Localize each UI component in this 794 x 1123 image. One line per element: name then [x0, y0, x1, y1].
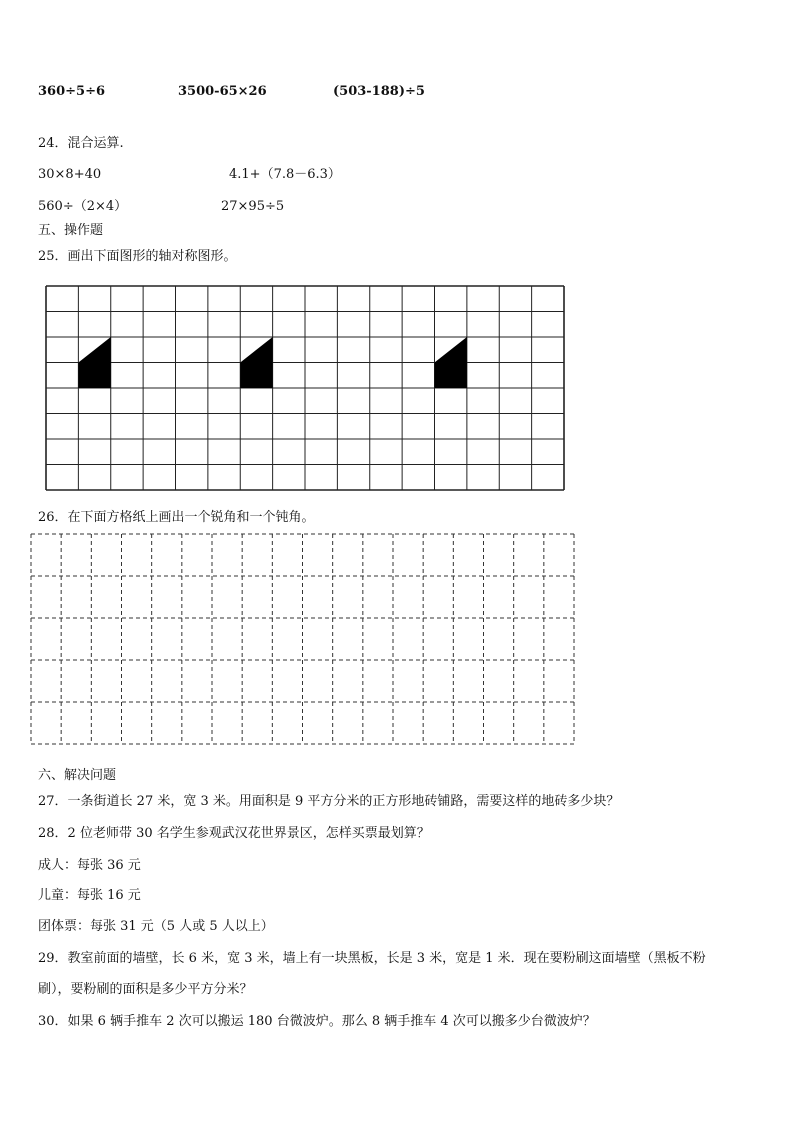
question-25-title: 25．画出下面图形的轴对称图形。	[38, 249, 237, 264]
expression-1: 360÷5÷6	[38, 84, 106, 99]
question-30: 30．如果 6 辆手推车 2 次可以搬运 180 台微波炉。那么 8 辆手推车 4 次可以搬多少台微波炉？	[38, 1014, 596, 1029]
question-29-line-2: 刷），要粉刷的面积是多少平方分米？	[38, 982, 253, 997]
section-6-heading: 六、解决问题	[38, 768, 117, 783]
question-26-title: 26．在下面方格纸上画出一个锐角和一个钝角。	[38, 510, 315, 525]
child-ticket-price: 儿童：每张 16 元	[38, 888, 141, 903]
question-27: 27．一条街道长 27 米，宽 3 米。用面积是 9 平方分米的正方形地砖铺路，需要这样的地砖多少块？	[38, 794, 620, 809]
q25-grid	[45, 285, 565, 491]
expression-2: 3500-65×26	[178, 84, 267, 99]
given-shape	[435, 337, 467, 388]
question-28-title: 28．2 位老师带 30 名学生参观武汉花世界景区，怎样买票最划算？	[38, 826, 430, 841]
expression-3: (503-188)÷5	[333, 84, 425, 99]
question-29-line-1: 29．教室前面的墙壁，长 6 米，宽 3 米，墙上有一块黑板，长是 3 米，宽是 1 米．现在要粉刷这面墙壁（黑板不粉	[38, 951, 706, 966]
question-24-title: 24．混合运算.	[38, 136, 124, 151]
adult-ticket-price: 成人：每张 36 元	[38, 858, 141, 873]
group-ticket-price: 团体票：每张 31 元（5 人或 5 人以上）	[38, 919, 274, 934]
q24-expression-2: 4.1+（7.8－6.3）	[229, 167, 341, 182]
given-shape	[78, 337, 110, 388]
section-5-heading: 五、操作题	[38, 223, 104, 238]
given-shape	[240, 337, 272, 388]
q26-dashed-grid	[30, 533, 575, 745]
q24-expression-4: 27×95÷5	[221, 199, 285, 214]
q24-expression-3: 560÷（2×4）	[38, 199, 128, 214]
q24-expression-1: 30×8+40	[38, 167, 102, 182]
